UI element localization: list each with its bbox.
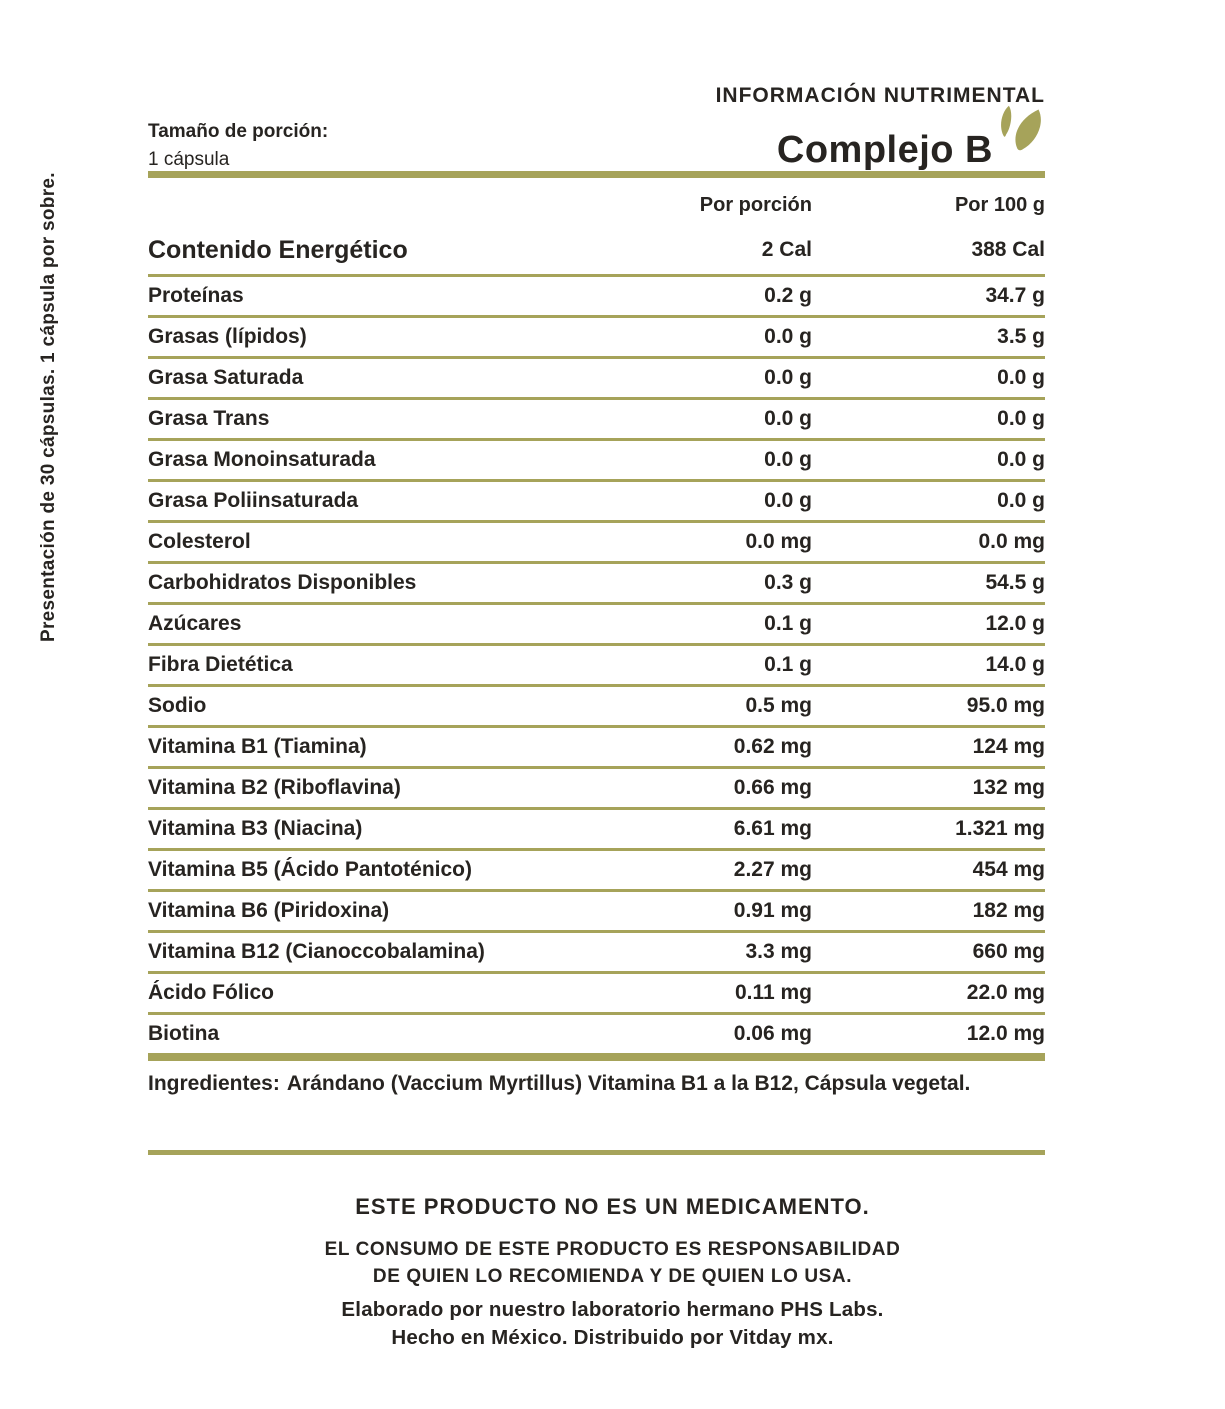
per-100g-value: 0.0 g xyxy=(997,447,1045,471)
nutrient-label: Ácido Fólico xyxy=(148,980,274,1004)
nutrient-row xyxy=(148,810,1045,851)
per-serving-value: 3.3 mg xyxy=(745,939,812,963)
per-100g-value: 3.5 g xyxy=(997,324,1045,348)
disclaimer-line-1: EL CONSUMO DE ESTE PRODUCTO ES RESPONSABILIDAD xyxy=(324,1239,901,1260)
per-100g-header: Por 100 g xyxy=(954,193,1045,216)
per-100g-value: 124 mg xyxy=(972,734,1045,758)
per-serving-value: 0.0 g xyxy=(764,365,812,389)
per-serving-value: 0.06 mg xyxy=(733,1021,812,1045)
product-name: Complejo B xyxy=(776,129,993,171)
nutrient-label: Vitamina B2 (Riboflavina) xyxy=(148,775,401,799)
per-serving-value: 6.61 mg xyxy=(733,816,812,840)
per-serving-value: 0.66 mg xyxy=(733,775,812,799)
per-100g-value: 0.0 g xyxy=(997,406,1045,430)
per-100g-value: 132 mg xyxy=(972,775,1045,799)
header-divider-bar xyxy=(148,171,1045,178)
per-serving-value: 0.3 g xyxy=(764,570,812,594)
nutrient-row xyxy=(148,974,1045,1015)
nutrient-row xyxy=(148,318,1045,359)
per-100g-value: 0.0 g xyxy=(997,365,1045,389)
per-100g-value: 12.0 mg xyxy=(966,1021,1045,1045)
nutrient-row xyxy=(148,400,1045,441)
per-100g-value: 22.0 mg xyxy=(966,980,1045,1004)
nutrient-label: Carbohidratos Disponibles xyxy=(148,570,417,594)
per-100g-value: 454 mg xyxy=(972,857,1045,881)
serving-size-value: 1 cápsula xyxy=(148,149,230,170)
per-serving-value: 0.5 mg xyxy=(745,693,812,717)
nutrient-label: Vitamina B12 (Cianoccobalamina) xyxy=(148,939,485,963)
nutrient-label: Azúcares xyxy=(148,611,242,635)
per-100g-value: 54.5 g xyxy=(985,570,1045,594)
per-serving-value: 0.11 mg xyxy=(734,980,812,1004)
nutrient-row xyxy=(148,933,1045,974)
per-100g-value: 14.0 g xyxy=(985,652,1045,676)
ingredients-label: Ingredientes: xyxy=(148,1072,280,1095)
ingredients-text: Arándano (Vaccium Myrtillus) Vitamina B1 a la B12, Cápsula vegetal. xyxy=(286,1072,971,1095)
nutrient-label: Vitamina B3 (Niacina) xyxy=(148,816,363,840)
maker-line-1: Elaborado por nuestro laboratorio hermano PHS Labs. xyxy=(341,1298,884,1321)
nutrient-row xyxy=(148,769,1045,810)
energy-row xyxy=(148,226,1045,277)
nutrient-label: Grasa Trans xyxy=(148,406,270,430)
nutrient-rows xyxy=(148,277,1045,1061)
nutrient-row xyxy=(148,728,1045,769)
per-serving-value: 0.91 mg xyxy=(733,898,812,922)
per-serving-value: 0.0 mg xyxy=(745,529,812,553)
nutrient-row xyxy=(148,441,1045,482)
nutrient-label: Biotina xyxy=(148,1021,220,1045)
bottom-divider-bar xyxy=(148,1150,1045,1155)
per-serving-value: 0.0 g xyxy=(764,488,812,512)
nutrient-row xyxy=(148,564,1045,605)
table-header-row xyxy=(148,178,1045,226)
nutrient-row xyxy=(148,646,1045,687)
per-100g-value: 1.321 mg xyxy=(955,816,1045,840)
nutrient-row xyxy=(148,892,1045,933)
manufacturer-statement xyxy=(0,1296,1225,1351)
per-serving-value: 2.27 mg xyxy=(733,857,812,881)
nutrient-label: Colesterol xyxy=(148,529,251,553)
product-row xyxy=(777,124,1045,172)
nutrient-row xyxy=(148,605,1045,646)
energy-label: Contenido Energético xyxy=(148,235,408,264)
nutrient-label: Fibra Dietética xyxy=(148,652,293,676)
disclaimer-statement xyxy=(0,1236,1225,1290)
leaf-icon xyxy=(995,104,1045,152)
nutrient-label: Grasa Monoinsaturada xyxy=(148,447,376,471)
energy-per-serving: 2 Cal xyxy=(761,238,812,261)
per-serving-value: 0.2 g xyxy=(764,283,812,307)
per-100g-value: 12.0 g xyxy=(985,611,1045,635)
per-100g-value: 0.0 mg xyxy=(978,529,1045,553)
per-100g-value: 660 mg xyxy=(972,939,1045,963)
nutrient-label: Proteínas xyxy=(148,283,244,307)
nutrient-row xyxy=(148,851,1045,892)
per-serving-value: 0.1 g xyxy=(764,652,812,676)
per-100g-value: 95.0 mg xyxy=(966,693,1045,717)
nutrient-label: Vitamina B6 (Piridoxina) xyxy=(148,898,390,922)
nutrient-row xyxy=(148,482,1045,523)
ingredients-block xyxy=(148,1070,988,1098)
nutrient-row xyxy=(148,523,1045,564)
nutrient-label: Grasas (lípidos) xyxy=(148,324,307,348)
per-100g-value: 34.7 g xyxy=(985,283,1045,307)
nutrient-row xyxy=(148,359,1045,400)
nutrient-label: Grasa Poliinsaturada xyxy=(148,488,359,512)
nutrient-label: Vitamina B1 (Tiamina) xyxy=(148,734,367,758)
presentation-side-note: Presentación de 30 cápsulas. 1 cápsula por sobre. xyxy=(38,172,59,642)
nutrient-row xyxy=(148,687,1045,728)
per-serving-value: 0.0 g xyxy=(764,406,812,430)
maker-line-2: Hecho en México. Distribuido por Vitday mx. xyxy=(391,1325,834,1349)
per-100g-value: 182 mg xyxy=(972,898,1045,922)
nutrient-label: Vitamina B5 (Ácido Pantoténico) xyxy=(148,857,472,881)
disclaimer-line-2: DE QUIEN LO RECOMIENDA Y DE QUIEN LO USA. xyxy=(372,1266,853,1287)
nutrient-row xyxy=(148,1015,1045,1061)
per-serving-value: 0.0 g xyxy=(764,447,812,471)
per-serving-value: 0.1 g xyxy=(764,611,812,635)
energy-per-100g: 388 Cal xyxy=(971,238,1045,261)
per-serving-value: 0.0 g xyxy=(764,324,812,348)
warning-statement: ESTE PRODUCTO NO ES UN MEDICAMENTO. xyxy=(355,1194,870,1219)
nutrient-row xyxy=(148,277,1045,318)
per-100g-value: 0.0 g xyxy=(997,488,1045,512)
serving-size-label: Tamaño de porción: xyxy=(148,121,329,142)
per-serving-header: Por porción xyxy=(699,193,812,216)
serving-block xyxy=(148,118,328,174)
nutrient-label: Sodio xyxy=(148,693,207,717)
nutrient-label: Grasa Saturada xyxy=(148,365,304,389)
panel-title: INFORMACIÓN NUTRIMENTAL xyxy=(715,84,1045,107)
per-serving-value: 0.62 mg xyxy=(733,734,812,758)
nutrition-table xyxy=(148,171,1045,1061)
